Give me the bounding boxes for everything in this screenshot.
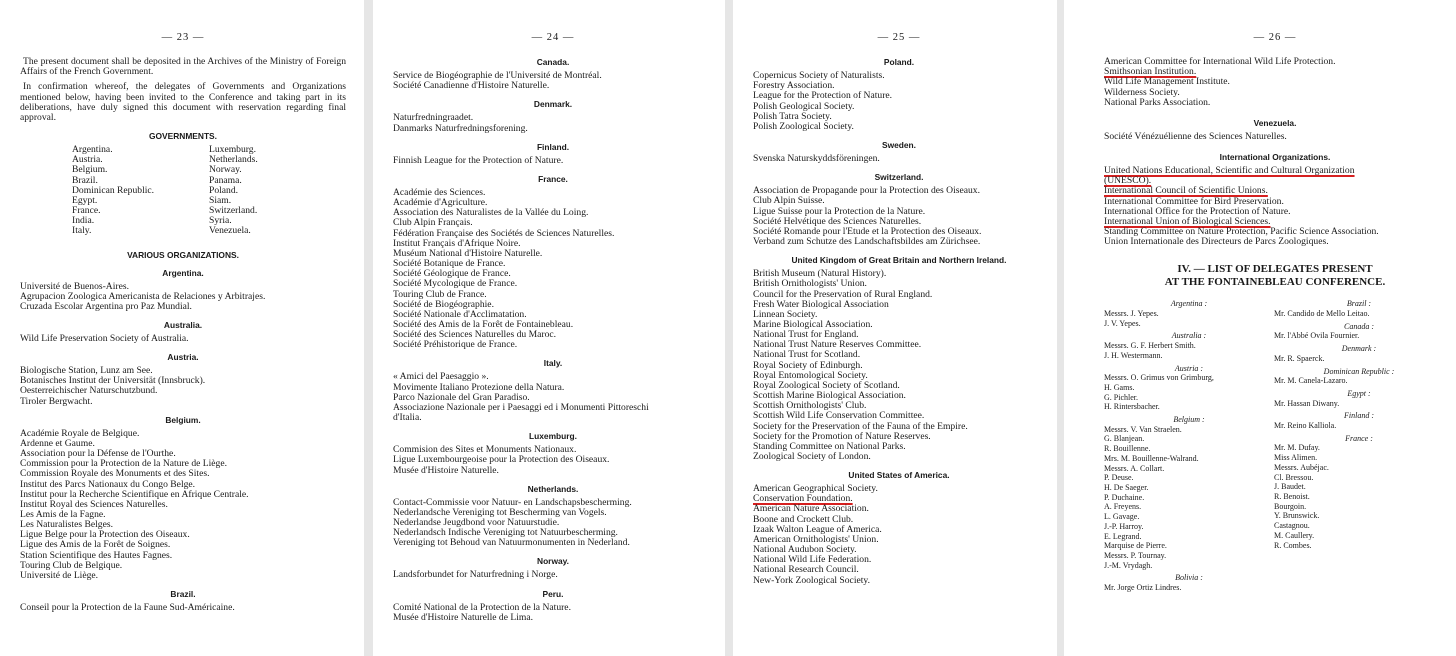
government-entry: Syria. — [209, 215, 232, 227]
organization-entry: Boone and Crockett Club. — [753, 513, 854, 525]
organization-entry: Société Préhistorique de France. — [393, 339, 518, 351]
organization-sections — [20, 268, 346, 614]
delegates-list-title — [1104, 263, 1446, 289]
delegate-name: G. Pichler. — [1104, 392, 1138, 402]
organization-entry: Wilderness Society. — [1104, 86, 1180, 98]
organization-entry: Zoological Society of London. — [753, 451, 871, 462]
government-entry: Venezuela. — [209, 225, 251, 237]
country-section — [1104, 118, 1446, 142]
section-heading: Argentina. — [162, 267, 204, 278]
organization-entry: Associazione Nazionale per i Paesaggi ed i Monumenti Pittoreschi — [393, 401, 649, 413]
government-entry: Norway. — [209, 164, 242, 176]
organization-entry: Académie Royale de Belgique. — [20, 427, 140, 439]
delegate-country: Australia : — [1171, 331, 1207, 341]
delegate-name: J. H. Westermann. — [1104, 350, 1163, 360]
government-entry: Panama. — [209, 174, 242, 186]
organization-entry: Smithsonian Institution. — [1104, 66, 1197, 78]
organization-entry: Institut Français d'Afrique Noire. — [393, 237, 521, 249]
page-number: — 24 — — [531, 32, 575, 43]
organization-entry: American Geographical Society. — [753, 483, 878, 495]
page-24 — [373, 0, 725, 656]
section-heading: International Organizations. — [1219, 152, 1331, 163]
delegate-name: Mr. Reino Kalliola. — [1274, 421, 1337, 431]
organization-entry: British Ornithologists' Union. — [753, 278, 867, 290]
delegate-country: Denmark : — [1341, 344, 1377, 354]
organization-entry: American Committee for International Wild Life Protection. — [1104, 56, 1336, 68]
delegate-group — [1274, 299, 1444, 318]
organization-entry: Contact-Commissie voor Natuur- en Landschapsbescherming. — [393, 496, 632, 508]
usa-continued-list — [1104, 57, 1446, 108]
delegate-group — [1104, 331, 1274, 360]
organization-entry: Polish Zoological Society. — [753, 120, 854, 132]
section-heading: Peru. — [542, 588, 564, 599]
delegate-name: Messrs. J. Yepes. — [1104, 309, 1159, 319]
organization-entry: Société de Biogéographie. — [393, 298, 494, 310]
section-heading: Italy. — [543, 358, 563, 369]
delegate-name: E. Legrand. — [1104, 531, 1142, 541]
organization-entry: (UNESCO). — [1104, 175, 1152, 187]
organization-entry: National Trust Nature Reserves Committee. — [753, 339, 922, 351]
organization-entry: Société Géologique de France. — [393, 268, 511, 280]
page-number: — 25 — — [877, 32, 921, 43]
delegate-name: Mr. R. Spaerck. — [1274, 353, 1325, 363]
country-section — [20, 415, 346, 581]
organization-entry: Standing Committee on National Parks. — [753, 440, 906, 452]
organization-entry: Institut pour la Recherche Scientifique en Afrique Centrale. — [20, 488, 249, 500]
section-heading: Finland. — [536, 141, 570, 152]
organization-entry: National Parks Association. — [1104, 96, 1211, 108]
government-entry: Egypt. — [72, 194, 98, 206]
delegate-country: Canada : — [1344, 321, 1374, 331]
organization-entry: Musée d'Histoire Naturelle. — [393, 464, 499, 476]
delegates-title-line-1: IV. — LIST OF DELEGATES PRESENT — [1177, 263, 1373, 276]
country-section — [393, 358, 713, 423]
delegate-name: Marquise de Pierre. — [1104, 541, 1167, 551]
organization-entry: Conservation Foundation. — [753, 493, 853, 505]
government-entry: Dominican Republic. — [72, 184, 155, 196]
organization-entry: Marine Biological Association. — [753, 318, 873, 330]
country-section — [20, 320, 346, 344]
organization-entry: Société Botanique de France. — [393, 258, 506, 270]
organization-entry: Conseil pour la Protection de la Faune Sud-Américaine. — [20, 602, 235, 614]
country-section — [753, 172, 1045, 247]
government-entry: Belgium. — [72, 164, 108, 176]
delegate-country: Egypt : — [1347, 388, 1371, 398]
page-26 — [1064, 0, 1456, 656]
organization-entry: Nederlandse Jeugdbond voor Natuurstudie. — [393, 517, 560, 528]
delegates-column-right — [1274, 299, 1444, 595]
organization-entry: Forestry Association. — [753, 80, 835, 92]
organization-entry: Vereniging tot Behoud van Natuurmonumenten in Nederland. — [393, 537, 630, 549]
section-heading: Austria. — [167, 352, 199, 363]
organization-entry: Landsforbundet for Naturfredning i Norge. — [393, 569, 558, 581]
organization-entry: Fresh Water Biological Association — [753, 298, 889, 310]
organization-entry: Scottish Wild Life Conservation Committee. — [753, 410, 925, 422]
organization-entry: Comité National de la Protection de la Nature. — [393, 601, 571, 613]
organization-entry: Club Alpin Français. — [393, 217, 473, 229]
delegate-name: Messrs. A. Collart. — [1104, 463, 1165, 473]
delegate-name: Mr. Candido de Mello Leitao. — [1274, 309, 1370, 319]
delegate-name: P. Deuse. — [1104, 473, 1134, 483]
country-section — [393, 431, 713, 475]
delegate-name: Cl. Bressou. — [1274, 472, 1314, 482]
organization-sections — [1104, 118, 1446, 247]
delegate-name: Mr. Hassan Diwany. — [1274, 398, 1340, 408]
organization-entry: d'Italia. — [393, 412, 422, 424]
organization-entry: Association pour la Défense de l'Ourthe. — [20, 448, 176, 460]
governments-column-1 — [72, 145, 209, 236]
organization-entry: Parco Nazionale del Gran Paradiso. — [393, 391, 530, 403]
organization-entry: Cruzada Escolar Argentina pro Paz Mundial. — [20, 300, 192, 312]
delegate-name: Y. Brunswick. — [1274, 511, 1320, 521]
organization-entry: Ligue Suisse pour la Protection de la Nature. — [753, 205, 926, 217]
delegate-name: Mr. Jorge Ortiz Lindres. — [1104, 583, 1182, 593]
delegate-name: Messrs. P. Tournay. — [1104, 550, 1167, 560]
organization-entry: Les Naturalistes Belges. — [20, 519, 113, 531]
organization-entry: Université de Liège. — [20, 569, 99, 581]
delegate-group — [1274, 344, 1444, 363]
government-entry: India. — [72, 215, 95, 227]
delegate-country: Bolivia : — [1175, 573, 1203, 583]
organization-entry: Association des Naturalistes de la Vallée du Loing. — [393, 207, 589, 219]
delegate-group — [1104, 299, 1274, 328]
organization-sections — [753, 57, 1045, 586]
government-entry: Argentina. — [72, 144, 113, 156]
organization-entry: Svenska Naturskyddsföreningen. — [753, 153, 880, 165]
section-heading: Denmark. — [533, 99, 573, 110]
organization-entry: Ligue Luxembourgeoise pour la Protection des Oiseaux. — [393, 454, 610, 466]
delegate-name: M. Caullery. — [1274, 530, 1315, 540]
organization-entry: Nederlandsch Indische Vereniging tot Natuurbescherming. — [393, 527, 618, 539]
delegate-group — [1104, 573, 1274, 592]
organization-entry: Polish Tatra Society. — [753, 110, 832, 122]
organization-entry: Fédération Française des Sociétés de Sciences Naturelles. — [393, 227, 615, 239]
organization-entry: Société Vénézuélienne des Sciences Naturelles. — [1104, 130, 1287, 142]
organization-entry: Finnish League for the Protection of Nature. — [393, 154, 564, 166]
section-heading: Poland. — [883, 57, 915, 68]
government-entry: Brazil. — [72, 174, 98, 186]
organization-entry: Danmarks Naturfredningsforening. — [393, 122, 528, 134]
organization-entry: Movimente Italiano Protezione della Natura. — [393, 381, 565, 393]
organization-entry: Société des Sciences Naturelles du Maroc. — [393, 329, 557, 341]
delegate-name: L. Gavage. — [1104, 512, 1140, 522]
organization-entry: Tiroler Bergwacht. — [20, 395, 93, 407]
organization-entry: Académie des Sciences. — [393, 186, 486, 198]
organization-entry: Biologische Station, Lunz am See. — [20, 365, 153, 377]
delegate-name: Messrs. V. Van Straelen. — [1104, 424, 1182, 434]
organization-entry: Polish Geological Society. — [753, 100, 855, 112]
delegate-name: Bourgoin. — [1274, 501, 1307, 511]
country-section — [753, 140, 1045, 164]
organization-entry: Club Alpin Suisse. — [753, 195, 825, 207]
delegate-name: R. Combes. — [1274, 540, 1312, 550]
organization-entry: Commision des Sites et Monuments Nationaux. — [393, 444, 577, 456]
delegate-country: Argentina : — [1170, 299, 1208, 309]
delegate-name: G. Blanjean. — [1104, 434, 1145, 444]
delegate-name: Messrs. O. Grimus von Grimburg, — [1104, 373, 1214, 383]
organization-entry: Service de Biogéographie de l'Université de Montréal. — [393, 70, 602, 82]
organization-entry: Ligue Belge pour la Protection des Oiseaux. — [20, 529, 190, 541]
page-23 — [0, 0, 364, 656]
country-section — [753, 470, 1045, 586]
intro-paragraphs — [20, 57, 346, 123]
delegate-country: Dominican Republic : — [1323, 366, 1395, 376]
organization-entry: National Research Council. — [753, 564, 859, 576]
organization-entry: Botanisches Institut der Universität (Innsbruck). — [20, 375, 206, 387]
organization-entry: Société Mycologique de France. — [393, 278, 518, 290]
organization-entry: Station Scientifique des Hautes Fagnes. — [20, 549, 173, 561]
delegate-group — [1274, 389, 1444, 408]
delegate-name: J. Baudet. — [1274, 482, 1306, 492]
delegate-name: R. Benoist. — [1274, 492, 1310, 501]
section-heading: Norway. — [537, 556, 569, 567]
organization-entry: Naturfredningraadet. — [393, 112, 474, 124]
delegate-group — [1274, 367, 1444, 386]
government-entry: Italy. — [72, 225, 92, 237]
page-number: — 26 — — [1253, 32, 1297, 43]
organization-entry: Linnean Society. — [753, 308, 818, 320]
organization-entry: Royal Entomological Society. — [753, 369, 868, 381]
delegate-country: Brazil : — [1346, 299, 1372, 309]
delegate-name: Castagnou. — [1274, 521, 1310, 531]
delegate-group — [1104, 364, 1274, 413]
organization-entry: Institut Royal des Sciences Naturelles. — [20, 498, 168, 510]
delegate-country: Belgium : — [1173, 415, 1205, 425]
delegate-name: Messrs. G. F. Herbert Smith. — [1104, 341, 1196, 351]
organization-entry: National Audubon Society. — [753, 544, 857, 556]
section-heading: Luxemburg. — [529, 431, 577, 442]
delegate-name: Miss Alimen. — [1274, 453, 1318, 463]
delegate-country: Austria : — [1174, 363, 1204, 373]
governments-heading: GOVERNMENTS. — [149, 131, 217, 142]
section-heading: Belgium. — [165, 414, 201, 425]
organization-entry: Muséum National d'Histoire Naturelle. — [393, 247, 543, 259]
organization-entry: Izaak Walton League of America. — [753, 523, 882, 535]
organizations-heading: VARIOUS ORGANIZATIONS. — [127, 249, 239, 260]
organization-entry: American Ornithologists' Union. — [753, 533, 879, 545]
governments-list — [20, 145, 346, 236]
organization-entry: Union Internationale des Directeurs de Parcs Zoologiques. — [1104, 236, 1329, 248]
delegate-group — [1104, 415, 1274, 570]
government-entry: Switzerland. — [209, 205, 258, 217]
organization-entry: Verband zum Schutze des Landschaftsbildes am Zürichsee. — [753, 236, 981, 248]
organization-entry: Société des Amis de la Forêt de Fontainebleau. — [393, 318, 574, 330]
organization-entry: Scottish Ornithologists' Club. — [753, 400, 867, 412]
government-entry: Poland. — [209, 184, 239, 196]
organization-entry: Commission Royale des Monuments et des Sites. — [20, 468, 210, 480]
organization-entry: British Museum (Natural History). — [753, 268, 887, 280]
country-section — [753, 57, 1045, 132]
organization-entry: Société Canadienne d'Histoire Naturelle. — [393, 80, 550, 92]
country-section — [1104, 152, 1446, 247]
organization-entry: Wild Life Management Institute. — [1104, 76, 1230, 88]
country-section — [20, 352, 346, 407]
organization-entry: Touring Club de France. — [393, 288, 487, 300]
government-entry: Siam. — [209, 194, 232, 206]
organization-entry: Société Helvétique des Sciences Naturelles. — [753, 215, 922, 227]
organization-entry: Nederlandsche Vereniging tot Bescherming van Vogels. — [393, 506, 607, 518]
government-entry: Luxemburg. — [209, 144, 256, 156]
delegate-name: Mr. l'Abbé Ovila Fournier. — [1274, 331, 1360, 341]
organization-entry: League for the Protection of Nature. — [753, 90, 893, 102]
governments-column-2 — [209, 145, 346, 236]
organization-entry: Wild Life Preservation Society of Australia. — [20, 332, 189, 344]
organization-entry: Université de Buenos-Aires. — [20, 280, 129, 292]
delegate-name: H. Rintersbacher. — [1104, 402, 1160, 412]
organization-entry: Oesterreichischer Naturschutzbund. — [20, 385, 158, 397]
organization-entry: United Nations Educational, Scientific and Cultural Organization — [1104, 165, 1355, 177]
organization-entry: Association de Propagande pour la Protection des Oiseaux. — [753, 185, 980, 197]
paragraph: The present document shall be deposited in the Archives of the Ministry of Foreign Affairs of the French Government. — [20, 56, 346, 78]
section-heading: United States of America. — [848, 470, 950, 481]
delegate-name: Mr. M. Canela-Lazaro. — [1274, 376, 1348, 386]
country-section — [393, 57, 713, 91]
organization-entry: Council for the Preservation of Rural England. — [753, 288, 933, 300]
section-heading: Sweden. — [882, 140, 916, 151]
organization-entry: Commission pour la Protection de la Nature de Liège. — [20, 458, 228, 470]
country-section — [393, 174, 713, 351]
delegate-country: France : — [1345, 433, 1373, 443]
organization-entry: Société Nationale d'Acclimatation. — [393, 308, 527, 320]
organization-entry: Agrupacion Zoologica Americanista de Relaciones y Arbitrajes. — [20, 290, 266, 302]
government-entry: France. — [72, 205, 101, 217]
organization-entry: Les Amis de la Fagne. — [20, 509, 106, 520]
organization-entry: Touring Club de Belgique. — [20, 559, 123, 571]
delegates-column-left — [1104, 299, 1274, 595]
organization-sections — [393, 57, 713, 623]
delegates-table — [1104, 299, 1446, 595]
country-section — [393, 589, 713, 623]
delegate-name: Mrs. M. Bouillenne-Walrand. — [1104, 453, 1199, 463]
delegate-name: J.-P. Harroy. — [1104, 521, 1144, 531]
government-entry: Austria. — [72, 154, 103, 166]
organization-entry: National Wild Life Federation. — [753, 554, 872, 566]
section-heading: Venezuela. — [1253, 117, 1297, 128]
country-section — [393, 484, 713, 549]
organization-entry: Society for the Preservation of the Fauna of the Empire. — [753, 420, 968, 432]
organization-entry: International Office for the Protection of Nature. — [1104, 205, 1291, 217]
delegate-name: J. V. Yepes. — [1104, 318, 1141, 328]
delegates-title-line-2: AT THE FONTAINEBLEAU CONFERENCE. — [1164, 276, 1386, 289]
country-section — [393, 556, 713, 580]
delegate-name: A. Freyens. — [1104, 502, 1142, 512]
country-section — [20, 268, 346, 312]
delegate-name: P. Duchaine. — [1104, 492, 1145, 502]
organization-entry: Royal Zoological Society of Scotland. — [753, 379, 900, 391]
organization-entry: International Committee for Bird Preservation. — [1104, 195, 1284, 207]
organization-entry: Société Romande pour l'Etude et la Protection des Oiseaux. — [753, 225, 982, 237]
country-section — [393, 142, 713, 166]
organization-entry: International Council of Scientific Unions. — [1104, 185, 1268, 197]
organization-entry: National Trust for England. — [753, 329, 859, 341]
section-heading: Netherlands. — [527, 483, 579, 494]
organization-entry: American Nature Association. — [753, 503, 869, 515]
page-25 — [733, 0, 1057, 656]
section-heading: Canada. — [536, 57, 570, 68]
organization-entry: Standing Committee on Nature Protection, Pacific Science Association. — [1104, 226, 1379, 238]
organization-entry: Ligue des Amis de la Forêt de Soignes. — [20, 539, 171, 551]
delegate-name: J.-M. Vrydagh. — [1104, 560, 1153, 570]
government-entry: Netherlands. — [209, 154, 258, 166]
paragraph: In confirmation whereof, the delegates of Governments and Organizations mentioned below, having been invited to the Conference and taking part in its deliberations, have duly signed this document with reservation regarding final approval. — [20, 81, 346, 123]
country-section — [393, 99, 713, 133]
organization-entry: Copernicus Society of Naturalists. — [753, 70, 885, 82]
organization-entry: Society for the Promotion of Nature Reserves. — [753, 430, 931, 442]
section-heading: United Kingdom of Great Britain and Northern Ireland. — [791, 255, 1007, 266]
delegate-name: H. Gams. — [1104, 382, 1135, 392]
delegate-name: Mr. M. Dufay. — [1274, 443, 1320, 453]
organization-entry: Institut des Parcs Nationaux du Congo Belge. — [20, 478, 196, 490]
delegate-name: R. Bouillenne. — [1104, 444, 1151, 454]
organization-entry: New-York Zoological Society. — [753, 574, 870, 586]
section-heading: France. — [538, 173, 568, 184]
delegate-group — [1274, 434, 1444, 550]
organization-entry: Musée d'Histoire Naturelle de Lima. — [393, 611, 533, 623]
organization-entry: Académie d'Agriculture. — [393, 197, 488, 209]
delegate-name: Messrs. Aubéjac. — [1274, 462, 1329, 472]
country-section — [753, 255, 1045, 462]
delegate-name: H. De Saeger. — [1104, 483, 1149, 492]
organization-entry: « Amici del Paesaggio ». — [393, 371, 489, 383]
page-number: — 23 — — [161, 32, 205, 43]
organization-entry: International Union of Biological Sciences. — [1104, 215, 1271, 227]
delegate-group — [1274, 322, 1444, 341]
section-heading: Brazil. — [170, 589, 196, 600]
country-section — [20, 589, 346, 613]
organization-entry: Ardenne et Gaume. — [20, 437, 95, 449]
delegate-country: Finland : — [1344, 411, 1374, 421]
organization-entry: National Trust for Scotland. — [753, 349, 861, 361]
section-heading: Switzerland. — [874, 172, 924, 183]
section-heading: Australia. — [163, 319, 203, 330]
organization-entry: Royal Society of Edinburgh. — [753, 359, 863, 371]
delegate-group — [1274, 411, 1444, 430]
organization-entry: Scottish Marine Biological Association. — [753, 390, 906, 402]
